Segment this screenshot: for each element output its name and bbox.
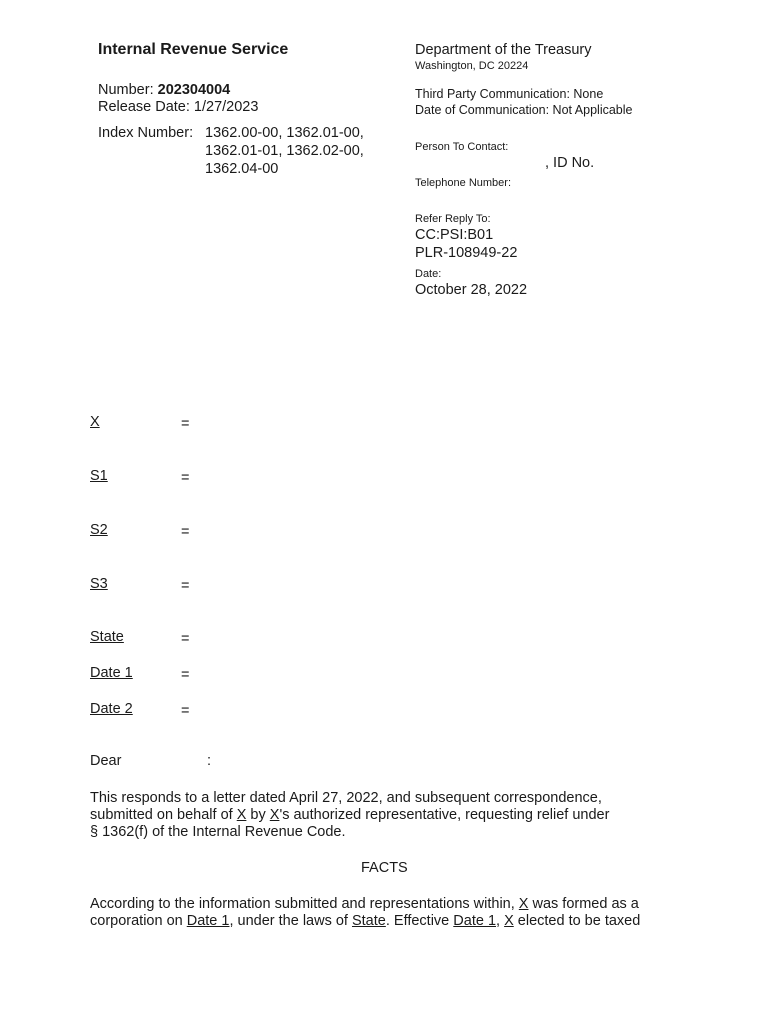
text-run: elected to be taxed xyxy=(513,913,641,929)
release-date: Release Date: 1/27/2023 xyxy=(98,99,259,115)
person-to-contact-label: Person To Contact: xyxy=(415,141,509,153)
index-line-2: 1362.01-01, 1362.02-00, xyxy=(205,143,364,159)
section-heading-facts: FACTS xyxy=(361,860,408,876)
refer-reply-plr: PLR-108949-22 xyxy=(415,245,518,261)
definition-key-date-1: Date 1 xyxy=(90,665,133,681)
refer-reply-office: CC:PSI:B01 xyxy=(415,227,494,243)
text-run: , xyxy=(496,913,505,929)
definition-key-state: State xyxy=(90,629,124,645)
defined-term: Date 1 xyxy=(453,913,497,929)
defined-term: State xyxy=(351,913,386,929)
definition-equals: = xyxy=(181,524,190,540)
department-name: Department of the Treasury xyxy=(415,42,592,58)
definition-equals: = xyxy=(181,416,190,432)
definition-key-date-2: Date 2 xyxy=(90,701,133,717)
agency-name: Internal Revenue Service xyxy=(98,41,289,58)
definition-equals: = xyxy=(181,703,190,719)
number-value: 202304004 xyxy=(157,82,231,98)
salutation-colon: : xyxy=(207,753,212,769)
id-number: , ID No. xyxy=(545,155,595,171)
third-party-communication: Third Party Communication: None xyxy=(415,87,604,101)
text-run: was formed as a xyxy=(528,896,639,912)
definition-key-s3: S3 xyxy=(90,576,108,592)
ruling-number xyxy=(98,82,230,98)
letter-date: October 28, 2022 xyxy=(415,282,528,298)
text-run: by xyxy=(246,807,270,823)
salutation: Dear xyxy=(90,753,122,769)
paragraph-line: § 1362(f) of the Internal Revenue Code. xyxy=(90,824,346,840)
paragraph-line: This responds to a letter dated April 27, 2022, and subsequent correspondence, xyxy=(90,790,602,806)
index-line-1: 1362.00-00, 1362.01-00, xyxy=(205,125,364,141)
definition-equals: = xyxy=(181,667,190,683)
definition-equals: = xyxy=(181,578,190,594)
definition-equals: = xyxy=(181,470,190,486)
text-run: According to the information submitted and representations within, xyxy=(90,896,519,912)
date-of-communication: Date of Communication: Not Applicable xyxy=(415,103,633,117)
paragraph-line xyxy=(90,913,640,931)
date-label: Date: xyxy=(415,268,442,280)
definition-key-s1: S1 xyxy=(90,468,108,484)
text-run: , under the laws of xyxy=(229,913,352,929)
text-run: . Effective xyxy=(385,913,454,929)
definition-equals: = xyxy=(181,631,190,647)
refer-reply-label: Refer Reply To: xyxy=(415,213,491,225)
text-run: corporation on xyxy=(90,913,187,929)
index-line-3: 1362.04-00 xyxy=(205,161,279,177)
defined-term: X xyxy=(504,913,514,929)
index-label: Index Number: xyxy=(98,125,194,141)
telephone-label: Telephone Number: xyxy=(415,177,512,189)
definition-key-s2: S2 xyxy=(90,522,108,538)
defined-term: X xyxy=(269,807,280,823)
defined-term: X xyxy=(236,807,247,823)
paragraph-line xyxy=(90,807,609,825)
paragraph-line xyxy=(90,896,639,914)
text-run: submitted on behalf of xyxy=(90,807,237,823)
defined-term: Date 1 xyxy=(186,913,230,929)
number-label: Number: xyxy=(98,82,158,98)
definition-key-x: X xyxy=(90,414,100,430)
department-address: Washington, DC 20224 xyxy=(415,60,529,72)
text-run: 's authorized representative, requesting relief under xyxy=(279,807,610,823)
defined-term: X xyxy=(518,896,529,912)
